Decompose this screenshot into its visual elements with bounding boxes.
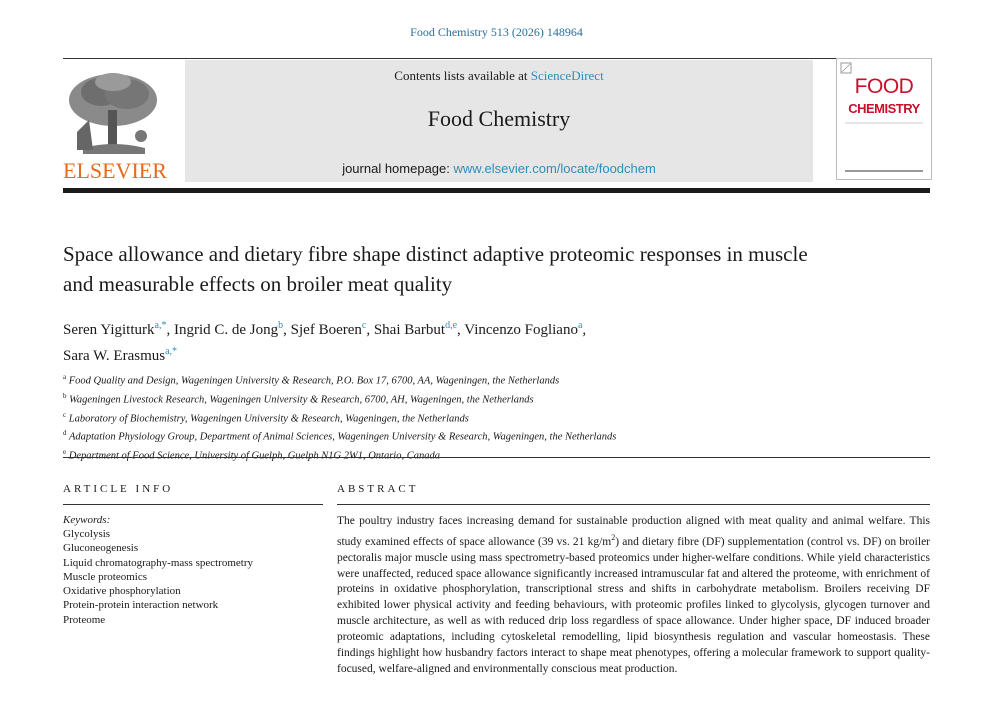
affiliation-text: Food Quality and Design, Wageningen University & Research, P.O. Box 17, 6700, AA, Wageningen, the Netherlands (68, 375, 560, 387)
cover-title-chemistry: CHEMISTRY (848, 101, 920, 116)
affiliations (63, 370, 863, 464)
affiliation-key: b (63, 391, 67, 400)
author-separator: , (166, 322, 174, 338)
abstract-heading: ABSTRACT (337, 483, 419, 495)
author-name[interactable]: Vincenzo Fogliano (464, 322, 578, 338)
divider (337, 504, 930, 505)
contents-prefix: Contents lists available at (394, 68, 531, 83)
author-affil-marker[interactable]: b (278, 320, 284, 331)
abstract-text (337, 514, 930, 678)
affiliation-key: c (63, 410, 67, 419)
affiliation-text: Adaptation Physiology Group, Department of Animal Sciences, Wageningen University & Research, Wageningen, the Netherlands (68, 431, 617, 443)
keyword-item: Gluconeogenesis (63, 542, 139, 555)
keywords-label: Keywords: (63, 514, 111, 526)
keyword-item: Liquid chromatography-mass spectrometry (63, 556, 254, 569)
author-name[interactable]: Seren Yigitturk (63, 322, 155, 338)
author-name[interactable]: Shai Barbut (373, 322, 446, 338)
author-name[interactable]: Sjef Boeren (290, 322, 362, 338)
keyword-item: Muscle proteomics (63, 570, 148, 583)
author-affil-marker[interactable]: c (361, 320, 367, 331)
affiliation-text: Laboratory of Biochemistry, Wageningen University & Research, Wageningen, the Netherlands (68, 413, 469, 425)
sciencedirect-link[interactable]: ScienceDirect (530, 68, 604, 83)
author-affil-marker[interactable]: a,* (154, 320, 167, 331)
keyword-item: Glycolysis (63, 528, 111, 540)
author-separator: , (366, 322, 374, 338)
abstract-part: The poultry industry faces increasing demand for sustainable production aligned with meat quality and animal welfare. This study examined effects of space allowance (39 vs. 21 kg/m (337, 515, 930, 548)
tree-icon (63, 70, 161, 160)
divider (63, 457, 930, 458)
affiliation-item (63, 445, 863, 464)
author-affil-marker[interactable]: a,* (165, 346, 178, 357)
affiliation-key: e (63, 448, 67, 457)
author-separator: , (457, 322, 465, 338)
homepage-prefix: journal homepage: (342, 161, 454, 176)
author-name[interactable]: Ingrid C. de Jong (173, 322, 279, 338)
author-affil-marker[interactable]: d,e (445, 320, 458, 331)
article-title: Space allowance and dietary fibre shape distinct adaptive proteomic responses in muscle and measurable effects on broiler meat quality (63, 242, 808, 296)
affiliation-item (63, 408, 863, 427)
homepage-line (185, 161, 813, 176)
affiliation-item (63, 426, 863, 445)
abstract-superscript: 2 (611, 532, 616, 542)
abstract-part: ) and dietary fibre (DF) supplementation (control vs. DF) on broiler pectoralis major muscle using mass spectrometry-based proteomics under higher-welfare conditions. While yield characteristics were unaffected, reduced space allowance significantly increased intramuscular fat and altered the proteome, with enrichment of proteins in oxidative phosphorylation, transcriptional stress and shifts in carbohydrate metabolism. Broilers receiving DF exhibited lower physical activity and feeding behaviours, with proteomic profiles linked to glycolysis, glycogen turnover and muscle architecture, as well as with reduced drip loss regardless of space allowance. Under higher space, DF induced broader proteomic adaptations, including cytoskeletal remodelling, lipid biosynthesis regulation and vascular homeostasis. These findings highlight how husbandry factors interact to shape meat phenotypes, offering a molecular framework to support quality-focused, welfare-aligned and environmentally conscious meat production. (337, 535, 931, 675)
header-rule (63, 188, 930, 193)
article-info-heading: ARTICLE INFO (63, 483, 174, 495)
author-list (63, 315, 843, 367)
author-separator: , (283, 322, 291, 338)
affiliation-key: d (63, 429, 67, 438)
contents-line (185, 68, 813, 84)
keyword-item: Protein-protein interaction network (63, 599, 219, 612)
journal-citation[interactable]: Food Chemistry 513 (2026) 148964 (410, 25, 583, 39)
keyword-item: Oxidative phosphorylation (63, 585, 181, 598)
author-name[interactable]: Sara W. Erasmus (63, 348, 166, 364)
divider (63, 58, 930, 59)
keywords-list (63, 527, 253, 627)
author-affil-marker[interactable]: a (577, 320, 583, 331)
affiliation-key: a (63, 373, 67, 381)
affiliation-text: Wageningen Livestock Research, Wageningen University & Research, 6700, AH, Wageningen, the Netherlands (69, 394, 534, 406)
cover-title-food: FOOD (854, 75, 914, 98)
divider (63, 504, 323, 505)
affiliation-item (63, 389, 863, 408)
homepage-link[interactable]: www.elsevier.com/locate/foodchem (453, 161, 656, 176)
author-separator: , (582, 322, 587, 338)
keyword-item: Proteome (63, 613, 106, 626)
journal-title: Food Chemistry (427, 106, 571, 131)
affiliation-item (63, 370, 863, 389)
elsevier-wordmark: ELSEVIER (63, 158, 167, 183)
